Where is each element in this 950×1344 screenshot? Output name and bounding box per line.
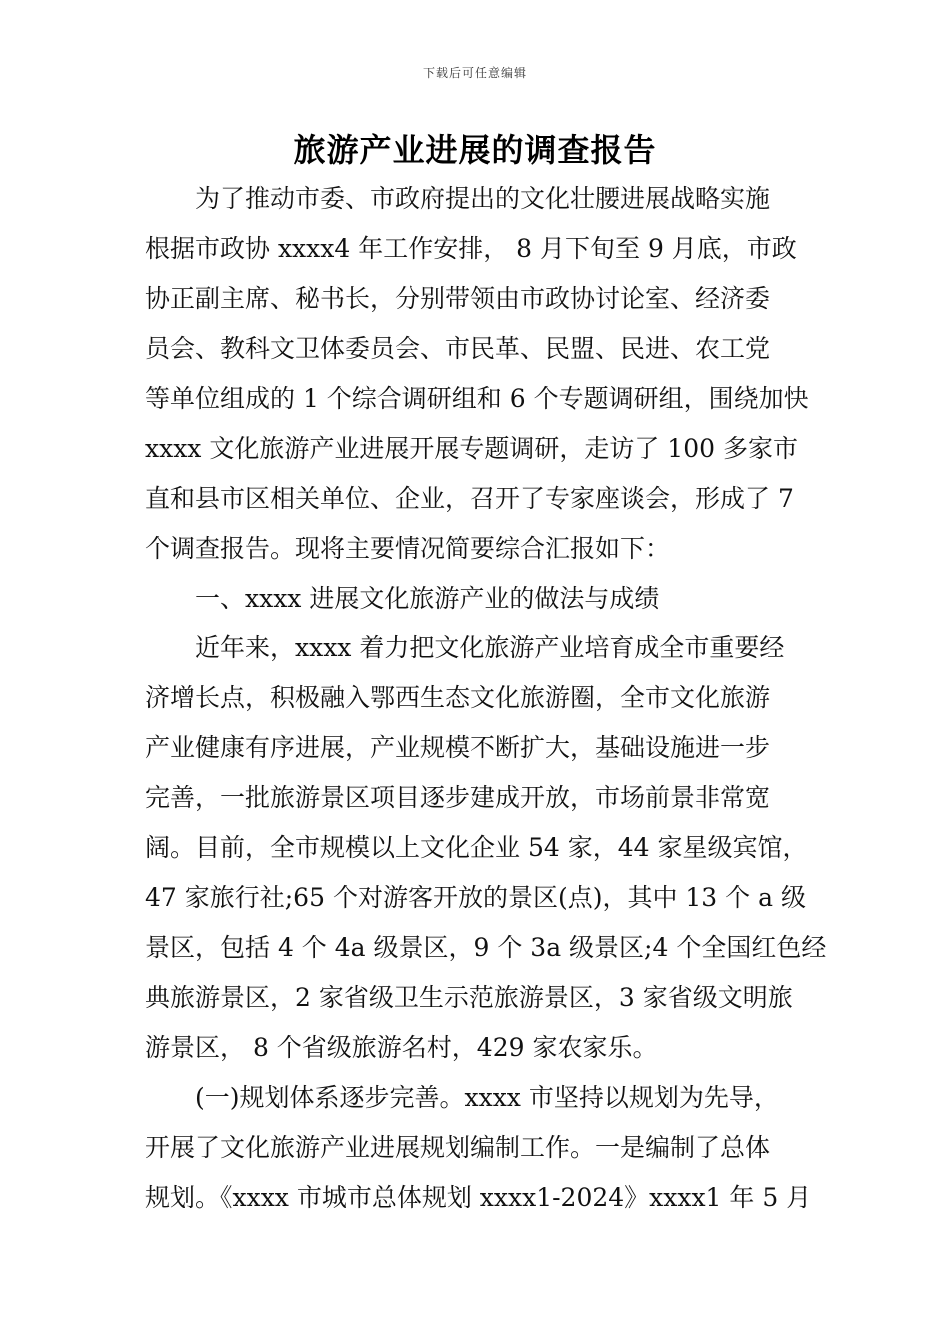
paragraph-line: 个调查报告。现将主要情况简要综合汇报如下： (145, 534, 671, 563)
paragraph-line: 景区，包括 4 个 4a 级景区，9 个 3a 级景区;4 个全国红色经 (145, 933, 827, 962)
paragraph-line: 游景区， 8 个省级旅游名村，429 家农家乐。 (145, 1033, 658, 1062)
paragraph-line: 济增长点，积极融入鄂西生态文化旅游圈，全市文化旅游 (145, 683, 771, 712)
paragraph-line: 直和县市区相关单位、企业，召开了专家座谈会，形成了 7 (145, 484, 794, 513)
paragraph-line: 开展了文化旅游产业进展规划编制工作。一是编制了总体 (145, 1133, 771, 1162)
paragraph-line: 为了推动市委、市政府提出的文化壮腰进展战略实施 (195, 184, 771, 213)
paragraph-line: 完善，一批旅游景区项目逐步建成开放，市场前景非常宽 (145, 783, 771, 812)
section-heading: 一、xxxx 进展文化旅游产业的做法与成绩 (195, 584, 660, 613)
paragraph-line: 47 家旅行社;65 个对游客开放的景区(点)，其中 13 个 a 级 (145, 883, 806, 912)
paragraph-line: 典旅游景区，2 家省级卫生示范旅游景区，3 家省级文明旅 (145, 983, 793, 1012)
paragraph-line: 协正副主席、秘书长，分别带领由市政协讨论室、经济委 (145, 284, 771, 313)
paragraph-line: 等单位组成的 1 个综合调研组和 6 个专题调研组，围绕加快 (145, 384, 809, 413)
paragraph-line: (一)规划体系逐步完善。xxxx 市坚持以规划为先导， (195, 1083, 779, 1112)
header-note: 下载后可任意编辑 (422, 66, 527, 80)
paragraph-line: 员会、教科文卫体委员会、市民革、民盟、民进、农工党 (145, 334, 771, 363)
paragraph-line: 产业健康有序进展，产业规模不断扩大，基础设施进一步 (145, 733, 771, 762)
paragraph-line: 根据市政协 xxxx4 年工作安排， 8 月下旬至 9 月底，市政 (145, 234, 797, 263)
paragraph-line: xxxx 文化旅游产业进展开展专题调研，走访了 100 多家市 (145, 434, 798, 463)
paragraph-line: 规划。《xxxx 市城市总体规划 xxxx1-2024》xxxx1 年 5 月 (145, 1183, 812, 1212)
paragraph-line: 阔。目前，全市规模以上文化企业 54 家，44 家星级宾馆， (145, 833, 808, 862)
paragraph-line: 近年来，xxxx 着力把文化旅游产业培育成全市重要经 (195, 633, 785, 662)
document-title: 旅游产业进展的调查报告 (293, 131, 657, 169)
